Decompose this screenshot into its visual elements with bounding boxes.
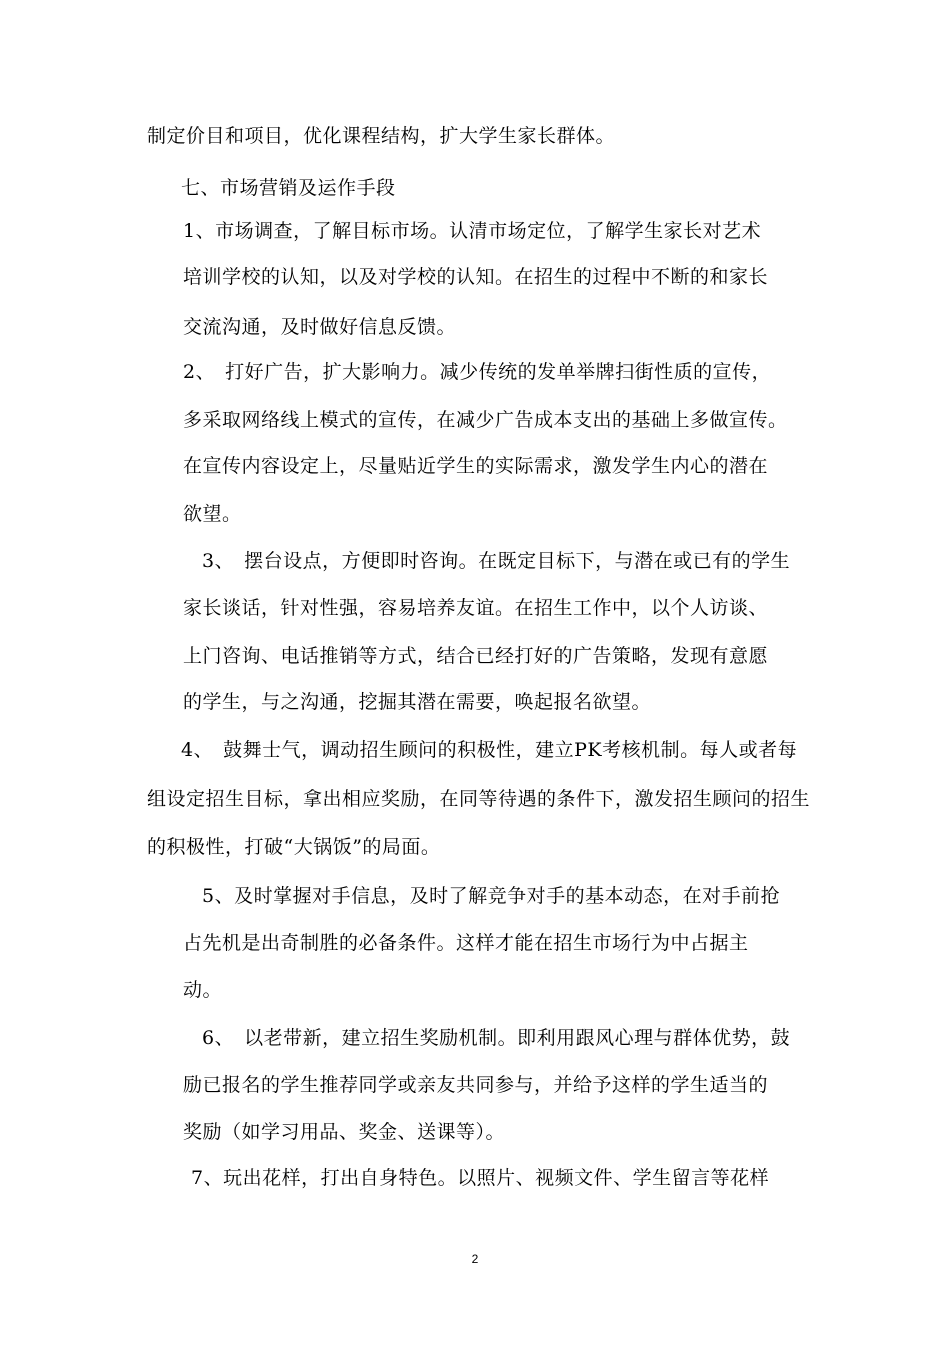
- text-line: 在宣传内容设定上，尽量贴近学生的实际需求，激发学生内心的潜在: [183, 455, 769, 477]
- text-line: 的学生，与之沟通，挖掘其潜在需要，唤起报名欲望。: [183, 691, 652, 713]
- text-line: 奖励（如学习用品、奖金、送课等）。: [183, 1121, 506, 1143]
- text-line: 3、 摆台设点，方便即时咨询。在既定目标下，与潜在或已有的学生: [202, 550, 791, 572]
- text-line: 7、玩出花样，打出自身特色。以照片、视频文件、学生留言等花样: [191, 1167, 770, 1189]
- text-line: 1、市场调查，了解目标市场。认清市场定位，了解学生家长对艺术: [183, 220, 762, 242]
- text-line: 欲望。: [183, 503, 242, 525]
- text-line: 的积极性，打破“大锅饭”的局面。: [147, 836, 441, 858]
- text-line: 2、 打好广告，扩大影响力。减少传统的发单举牌扫街性质的宣传，: [183, 361, 772, 383]
- text-line: 4、 鼓舞士气，调动招生顾问的积极性，建立PK考核机制。每人或者每: [181, 739, 798, 761]
- text-line: 上门咨询、电话推销等方式，结合已经打好的广告策略，发现有意愿: [183, 645, 769, 667]
- text-line: 组设定招生目标，拿出相应奖励，在同等待遇的条件下，激发招生顾问的招生: [147, 788, 811, 810]
- text-line: 6、 以老带新，建立招生奖励机制。即利用跟风心理与群体优势，鼓: [202, 1027, 791, 1049]
- text-line: 5、及时掌握对手信息，及时了解竞争对手的基本动态，在对手前抢: [202, 885, 781, 907]
- text-line: 励已报名的学生推荐同学或亲友共同参与，并给予这样的学生适当的: [183, 1074, 769, 1096]
- text-line: 动。: [183, 979, 223, 1001]
- text-line: 制定价目和项目，优化课程结构，扩大学生家长群体。: [147, 125, 616, 147]
- text-line: 交流沟通，及时做好信息反馈。: [183, 316, 457, 338]
- text-line: 占先机是出奇制胜的必备条件。这样才能在招生市场行为中占据主: [183, 932, 749, 954]
- section-heading: 七、市场营销及运作手段: [181, 177, 396, 199]
- page-number: 2: [471, 1252, 479, 1266]
- text-line: 多采取网络线上模式的宣传，在减少广告成本支出的基础上多做宣传。: [183, 409, 788, 431]
- text-line: 培训学校的认知，以及对学校的认知。在招生的过程中不断的和家长: [183, 266, 769, 288]
- text-line: 家长谈话，针对性强，容易培养友谊。在招生工作中，以个人访谈、: [183, 597, 769, 619]
